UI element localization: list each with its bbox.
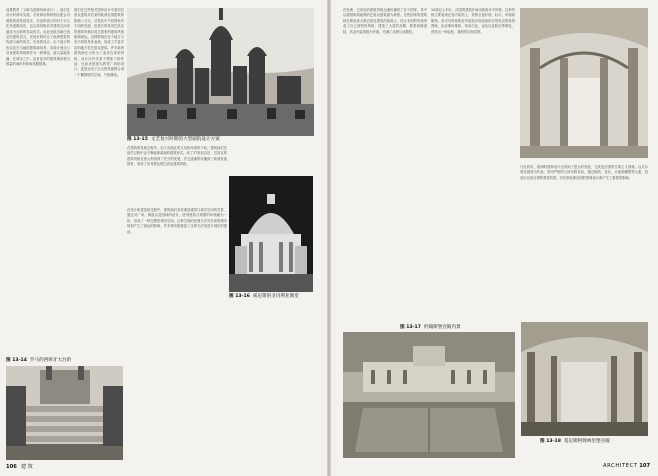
left-page-center-text-top: 在建筑的发展过程中，由于各地区的文化和传统的不同，建筑师们在创作过程中也不断地探索新的建筑形式。到了17世纪以后，巴洛克的建筑风格在意大利得到了充分的发展，并且逐渐的传播到了欧洲其他国家，形成了各具特色的巴洛克建筑风格。 bbox=[127, 146, 227, 167]
church-drawing bbox=[229, 176, 313, 292]
photo-palace-exterior bbox=[343, 332, 515, 458]
interior-drawing bbox=[520, 8, 648, 158]
caption-figure-13-18 bbox=[540, 439, 610, 445]
caption-figure-13-17 bbox=[400, 325, 461, 331]
photo-domed-church bbox=[229, 176, 313, 292]
right-page-column-3: 与此同时，欧洲的园林设计也得到了很大的发展，尤其是法国的古典主义园林，以凡尔赛宫园林为代表，采用严格的几何对称布局，通过轴线、花坛、水池和雕塑等元素，营造出宏伟壮观的景观效果，对后来欧洲各国的园林设计都产生了重要的影响。 bbox=[520, 165, 648, 180]
caption-figure-13-16 bbox=[229, 294, 299, 300]
caption-label: 图 13-18 bbox=[540, 439, 561, 444]
left-page-column-1: 加果教堂（又称为进修所和设计）。他们在设计时两年实践，冬机和结构的相互配合对建筑的营造创造多，作品的设计的对于多元化发展做成功，也以得到相应对建筑空间发展成为全新的布局形式。由此发展出新巴洛克的建筑语言，比较好的综合了欧洲建筑的传统与新的形式。后来的设计，由于地方特色以及在当地的建筑师培养，其设计理念与后来建筑风格都作为一种典范，被大量地传播；在城市之中，也有更多的建筑保持相当数量的城市形象和宫殿园林。 bbox=[6, 8, 70, 67]
caption-text: 威尼斯的圣玛利亚教堂 bbox=[252, 294, 299, 299]
caption-label: 图 13-16 bbox=[229, 294, 250, 299]
cathedral-drawing bbox=[127, 8, 314, 136]
photo-cathedral-city-plan bbox=[127, 8, 314, 136]
running-title: ARCHITECT bbox=[603, 463, 638, 469]
photo-palace-interior bbox=[520, 8, 648, 158]
left-page-column-2: 我们在这些相关国家设计中看到巴洛克建筑对后来的欧洲各国建筑的影响十分大，尽管其中不同国家有不同的发展，但是总的来说巴洛克的建筑风格对其它国家的建筑风格影响深远。这种影响在各个地方又有不同的具体表现，形成了丰富多彩的地方性巴洛克建筑。许多新的建筑师在当时为了追求自身的风格，设计出许多富于想象力的作品，比如圣彼得大教堂广场的设计，更是运用了巨大的柱廊围合成一个椭圆形的空间，气势雄伟。 bbox=[74, 8, 124, 77]
caption-label: 图 13-15 bbox=[127, 137, 148, 142]
caption-label: 图 13-14 bbox=[6, 358, 27, 363]
page-gutter bbox=[327, 0, 331, 476]
caption-figure-13-15 bbox=[127, 137, 220, 143]
right-page-folio bbox=[603, 463, 654, 469]
page-number: 107 bbox=[639, 463, 651, 469]
left-page-folio bbox=[6, 463, 33, 470]
exterior-drawing bbox=[343, 332, 515, 458]
caption-text: 罗马的西班牙大台阶 bbox=[29, 358, 72, 363]
right-page-column-2: 18世纪上半叶，法国的建筑开始出现洛可可风格，这种风格主要表现在室内装饰上，其特点是纤细、轻巧、华丽和繁琐。洛可可风格的室内装饰多用曲线和自然形态的装饰图案，色彩明快柔和，常用白色、金色以及粉红等颜色，营造出一种轻松、愉悦的空间氛围。 bbox=[431, 8, 515, 34]
caption-label: 图 13-17 bbox=[400, 325, 421, 330]
steps-drawing bbox=[6, 366, 123, 460]
photo-palace-hall bbox=[521, 322, 648, 436]
photo-spanish-steps bbox=[6, 366, 123, 460]
hall-drawing bbox=[521, 322, 648, 436]
caption-text: 基尼斯阿姆林里堡宫殿 bbox=[563, 439, 610, 444]
page-number: 106 bbox=[6, 464, 17, 470]
caption-figure-13-14 bbox=[6, 358, 71, 364]
running-title: 建 筑 bbox=[20, 464, 33, 470]
right-page-column-1: 在欧洲，巴洛克的建筑风格迅速传播到了各个国家，其中以德国和奥地利的巴洛克建筑最为典型。这些国家的建筑师在吸收意大利巴洛克建筑的基础上，结合本国的传统形成了自己独特的风格，建造了大量的宫殿、教堂和修道院，其室内装饰极为华丽，充满了动感与戏剧性。 bbox=[343, 8, 427, 34]
caption-text: 约翰斯堡宫殿内景 bbox=[423, 325, 461, 330]
caption-text: 文艺复兴时期的大型剧院设计方案 bbox=[150, 137, 220, 142]
left-page-center-text-bottom: 在设计和建造的过程中，建筑师们非常重视建筑与城市空间的关系，通过对广场、街道以及园林的设计，使得建筑与周围的环境融为一体，形成了一种完整的城市空间。这种空间的处理方法对后来的城市规划产生了深远的影响，许多城市都借鉴了这种方法来进行城市的建设。 bbox=[127, 208, 227, 234]
